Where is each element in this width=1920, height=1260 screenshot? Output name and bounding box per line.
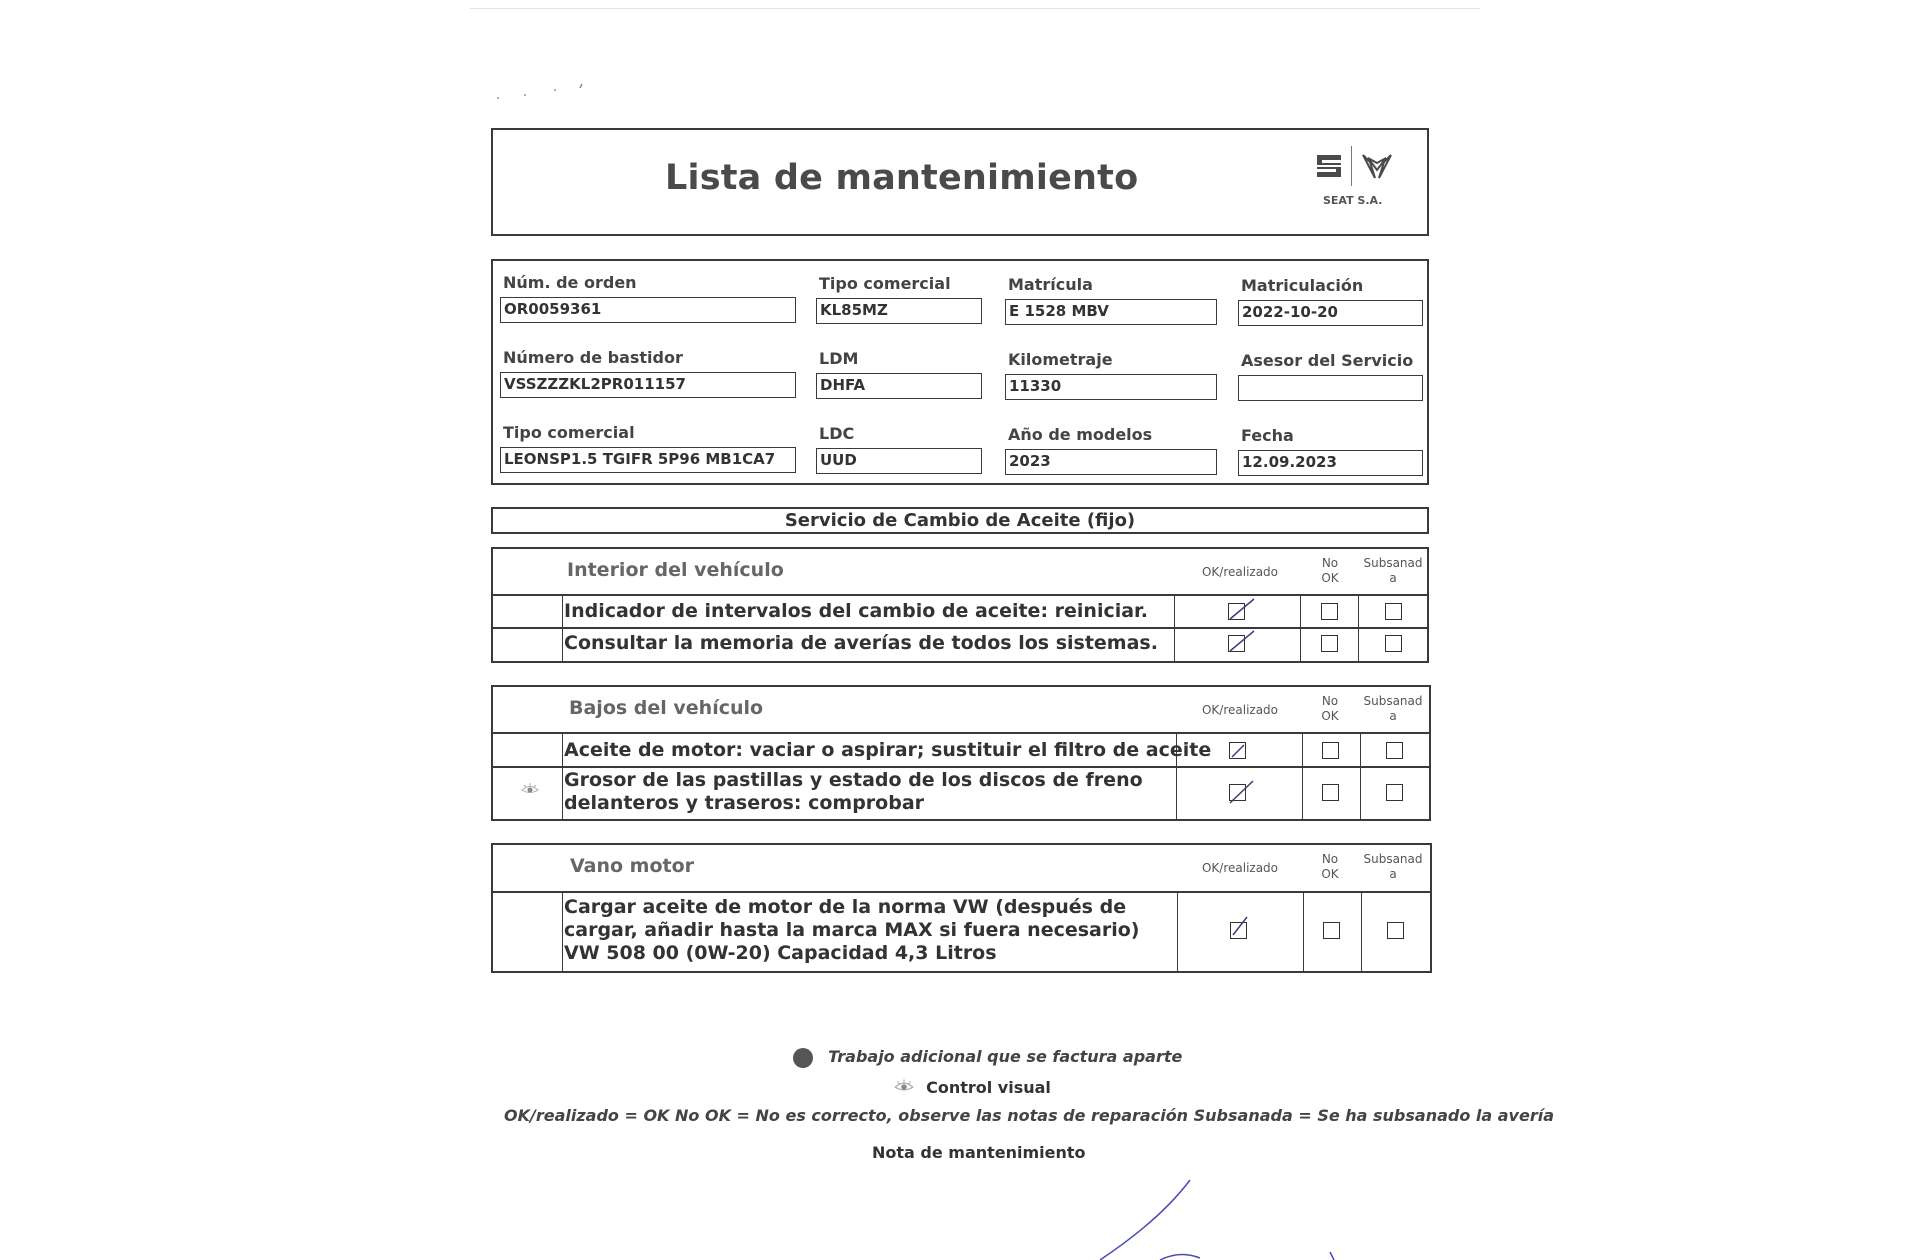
legend-additional-text: Trabajo adicional que se factura aparte — [828, 1047, 1183, 1066]
ldc-label: LDC — [819, 424, 855, 443]
signature — [1090, 1170, 1350, 1260]
order-number-label: Núm. de orden — [503, 273, 637, 292]
scan-specks — [490, 78, 600, 108]
subsanada-checkbox[interactable] — [1386, 784, 1403, 801]
section-title: Bajos del vehículo — [569, 697, 764, 719]
mileage-label: Kilometraje — [1008, 350, 1113, 369]
seat-logo-icon — [1314, 152, 1344, 180]
header-box — [491, 128, 1429, 236]
legend-visual-text: Control visual — [926, 1078, 1051, 1097]
ldc-field: UUD — [816, 448, 982, 474]
col-header-subsanada: Subsanad a — [1363, 852, 1423, 881]
section-underbody — [491, 685, 1431, 821]
service-advisor-field — [1238, 375, 1423, 401]
col-header-ok: OK/realizado — [1201, 565, 1279, 579]
brand-label: SEAT S.A. — [1323, 194, 1383, 207]
legend-additional — [793, 1047, 1182, 1068]
service-advisor-label: Asesor del Servicio — [1241, 351, 1414, 370]
checkmark-icon — [1231, 744, 1245, 758]
eye-icon — [520, 782, 540, 796]
model-type-label: Tipo comercial — [503, 423, 635, 442]
service-title: Servicio de Cambio de Aceite (fijo) — [784, 510, 1136, 531]
vehicle-info-box — [491, 259, 1429, 485]
no-ok-checkbox[interactable] — [1321, 635, 1338, 652]
checkmark-icon — [1231, 915, 1251, 937]
section-title: Interior del vehículo — [567, 559, 784, 581]
task-item: Aceite de motor: vaciar o aspirar; sustituir el filtro de aceite — [564, 739, 1212, 761]
date-label: Fecha — [1241, 426, 1294, 445]
eye-icon — [893, 1078, 915, 1094]
logo-divider — [1351, 146, 1352, 186]
checkmark-icon — [1227, 779, 1257, 805]
subsanada-checkbox[interactable] — [1385, 603, 1402, 620]
registration-date-field: 2022-10-20 — [1238, 300, 1423, 326]
commercial-type-label: Tipo comercial — [819, 274, 951, 293]
no-ok-checkbox[interactable] — [1323, 922, 1340, 939]
scan-edge-line — [470, 8, 1480, 9]
legend-explanation: OK/realizado = OK No OK = No es correcto, observe las notas de reparación Subsanada = Se ha subsanado la avería — [504, 1106, 1555, 1125]
subsanada-checkbox[interactable] — [1387, 922, 1404, 939]
col-header-ok: OK/realizado — [1201, 861, 1279, 875]
legend-visual — [893, 1078, 1051, 1097]
vin-label: Número de bastidor — [503, 348, 683, 367]
section-engine-bay — [491, 843, 1432, 973]
model-year-label: Año de modelos — [1008, 425, 1153, 444]
no-ok-checkbox[interactable] — [1322, 742, 1339, 759]
col-header-no-ok: No OK — [1321, 852, 1339, 881]
mileage-field: 11330 — [1005, 374, 1217, 400]
checkmark-icon — [1228, 629, 1258, 653]
service-title-box — [491, 507, 1429, 534]
model-year-field: 2023 — [1005, 449, 1217, 475]
task-item: Consultar la memoria de averías de todos los sistemas. — [564, 632, 1158, 654]
col-header-no-ok: No OK — [1321, 694, 1339, 723]
page-title: Lista de mantenimiento — [665, 158, 1139, 198]
plate-label: Matrícula — [1008, 275, 1093, 294]
col-header-ok: OK/realizado — [1201, 703, 1279, 717]
dark-dot-icon — [793, 1048, 813, 1068]
subsanada-checkbox[interactable] — [1386, 742, 1403, 759]
note-title: Nota de mantenimiento — [872, 1143, 1086, 1162]
checkmark-icon — [1228, 597, 1258, 621]
col-header-subsanada: Subsanad a — [1363, 694, 1423, 723]
registration-date-label: Matriculación — [1241, 276, 1364, 295]
no-ok-checkbox[interactable] — [1322, 784, 1339, 801]
col-header-subsanada: Subsanad a — [1363, 556, 1423, 585]
date-field: 12.09.2023 — [1238, 450, 1423, 476]
section-interior — [491, 547, 1429, 663]
commercial-type-field: KL85MZ — [816, 298, 982, 324]
plate-field: E 1528 MBV — [1005, 299, 1217, 325]
task-item: Grosor de las pastillas y estado de los discos de freno delanteros y traseros: comprobar — [564, 769, 1143, 814]
section-title: Vano motor — [570, 855, 695, 877]
ldm-field: DHFA — [816, 373, 982, 399]
col-header-no-ok: No OK — [1321, 556, 1339, 585]
ldm-label: LDM — [819, 349, 859, 368]
cupra-logo-icon — [1361, 152, 1393, 180]
subsanada-checkbox[interactable] — [1385, 635, 1402, 652]
no-ok-checkbox[interactable] — [1321, 603, 1338, 620]
vin-field: VSSZZZKL2PR011157 — [500, 372, 796, 398]
order-number-field: OR0059361 — [500, 297, 796, 323]
model-type-field: LEONSP1.5 TGIFR 5P96 MB1CA7 — [500, 447, 796, 473]
task-item: Indicador de intervalos del cambio de aceite: reiniciar. — [564, 600, 1148, 622]
task-item: Cargar aceite de motor de la norma VW (después de cargar, añadir hasta la marca MAX si fuera necesario) VW 508 00 (0W-20) Capacidad 4,3 Litros — [564, 896, 1140, 964]
